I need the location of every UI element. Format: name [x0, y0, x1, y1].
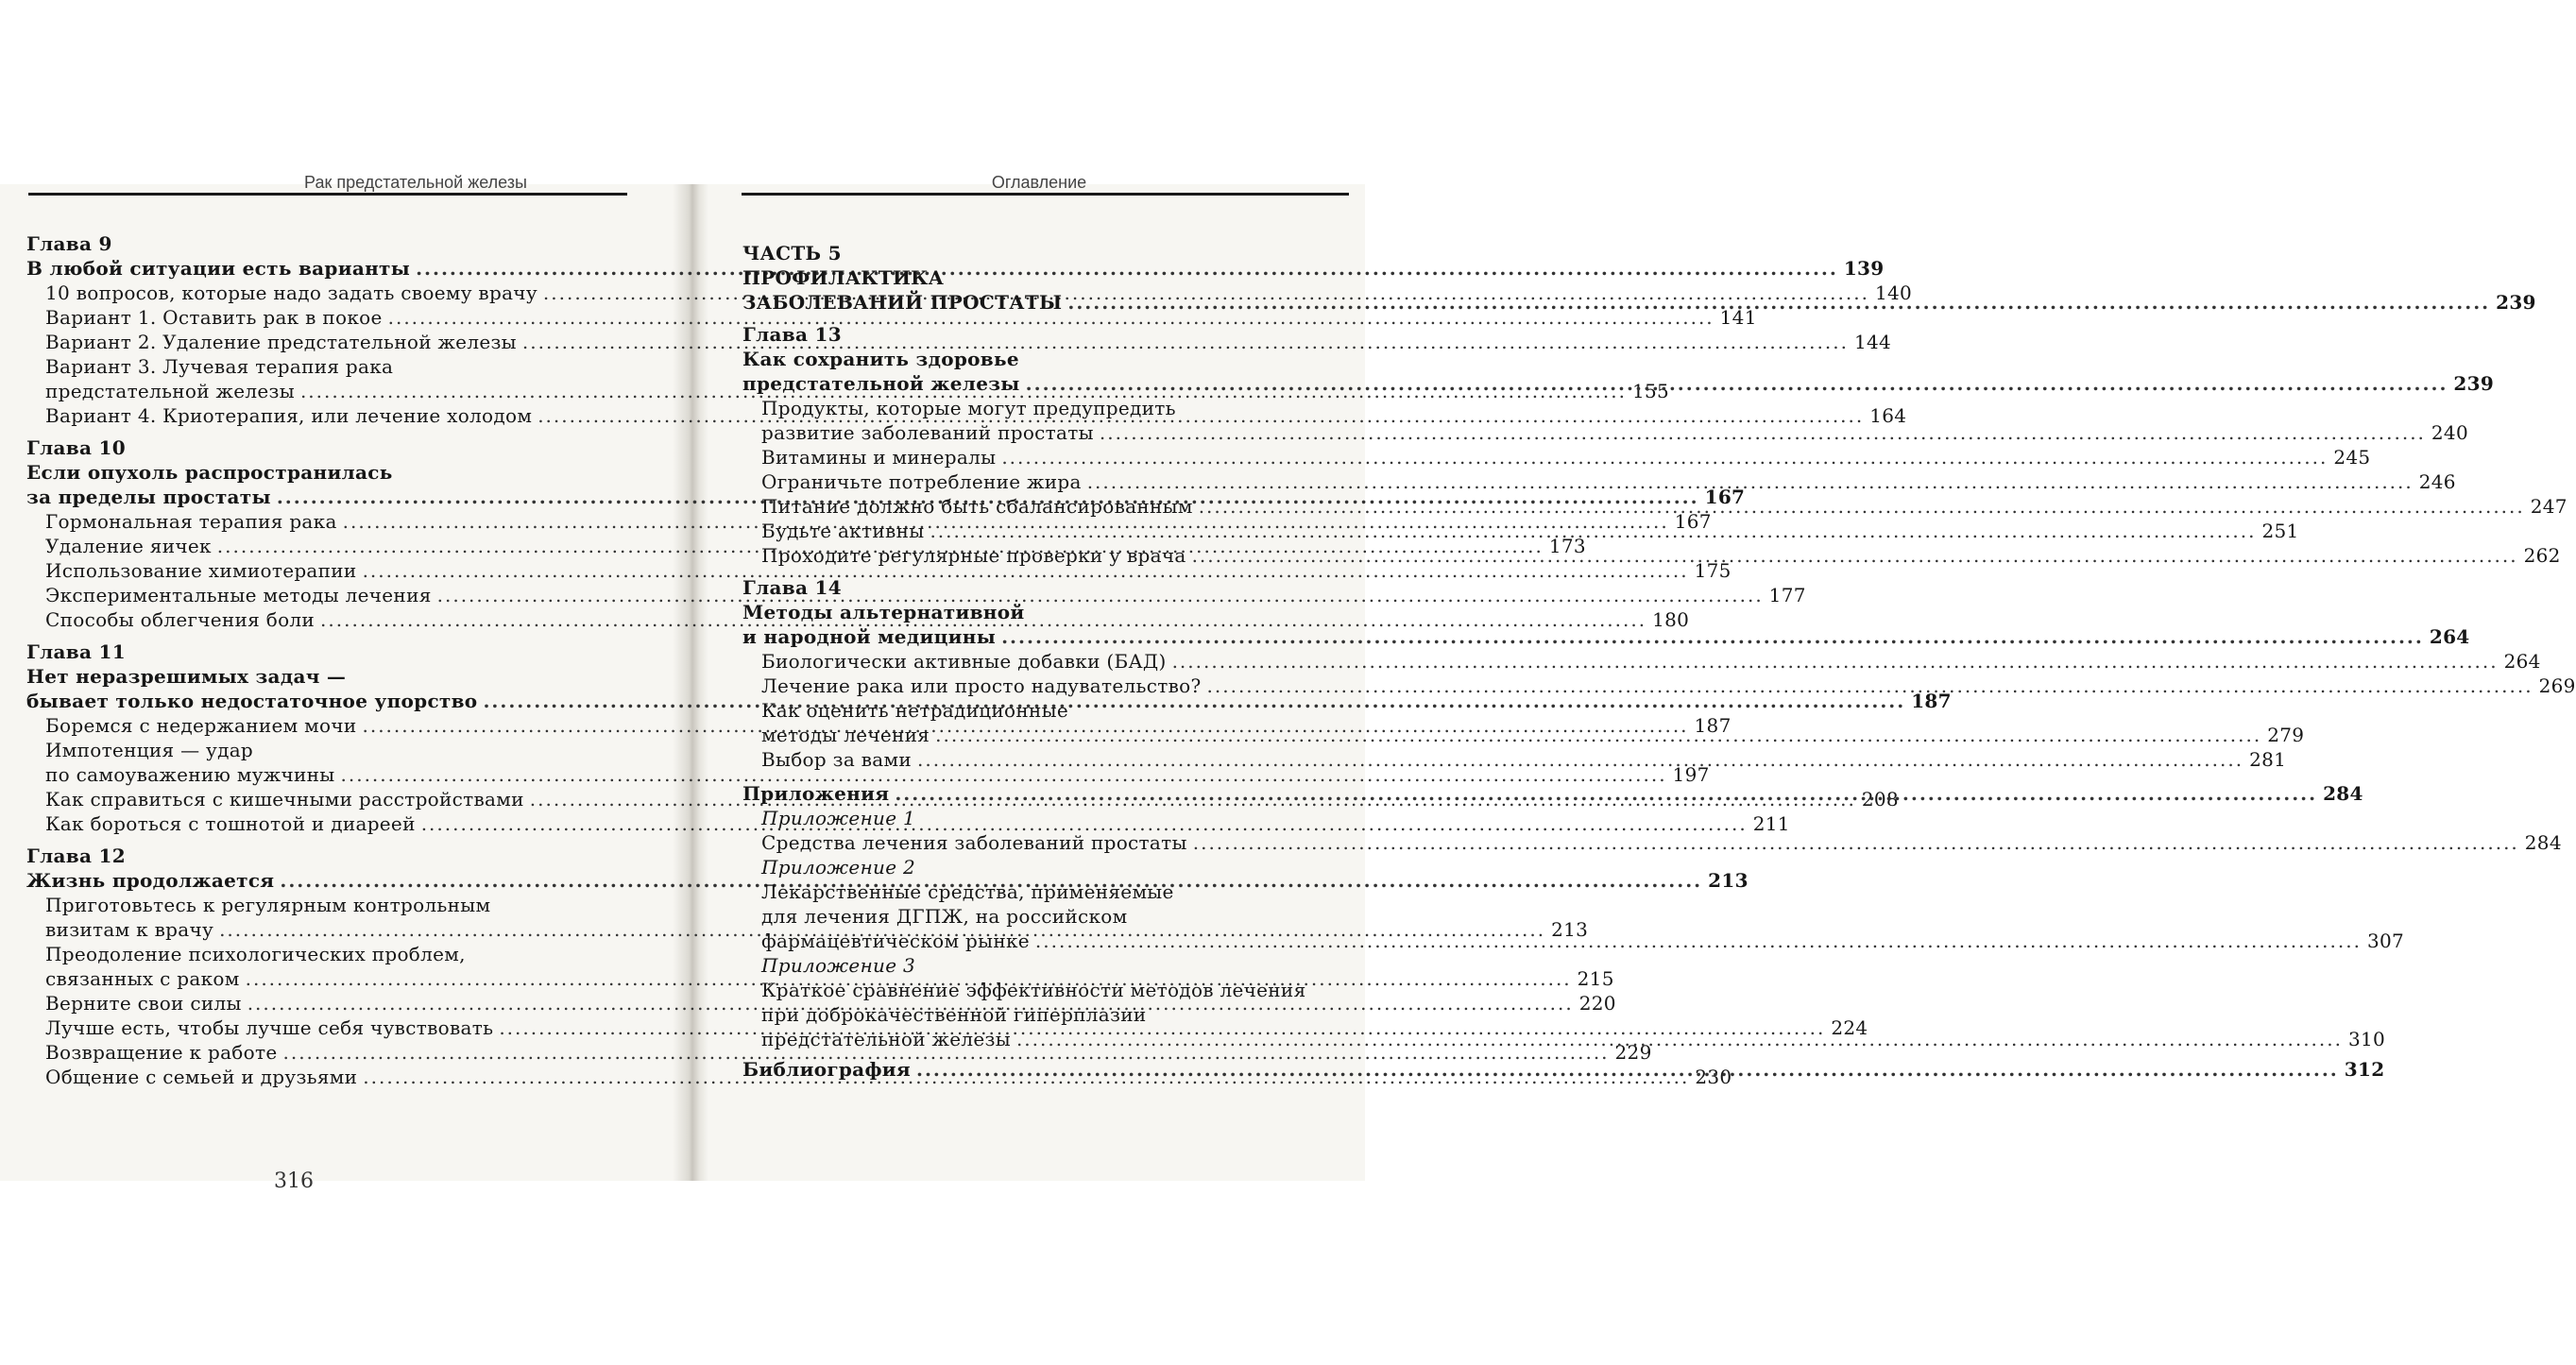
dot-leader — [1067, 290, 2490, 315]
page-number: 284 — [2524, 831, 2562, 854]
page-number: 220 — [1578, 992, 1616, 1015]
part-title-line: ЧАСТЬ 5 — [742, 242, 842, 264]
entry-title: связанных с раком — [45, 967, 240, 990]
chapter-label: Глава 9 — [26, 232, 112, 255]
page-number: 229 — [1614, 1041, 1652, 1064]
page-number: 141 — [1719, 306, 1757, 329]
entry-title: предстательной железы — [45, 380, 295, 402]
page-number: 213 — [1708, 869, 1749, 892]
page-number: 240 — [2431, 421, 2468, 444]
chapter-title-entry — [742, 624, 2470, 649]
page-number: 239 — [2453, 372, 2495, 395]
page-number: 175 — [1694, 559, 1732, 582]
page-number: 230 — [1695, 1066, 1732, 1088]
left-header-rule — [28, 193, 627, 196]
entry-title: бывает только недостаточное упорство — [26, 690, 478, 712]
page-number: 246 — [2418, 470, 2456, 493]
entry-title: Общение с семьей и друзьями — [45, 1066, 358, 1088]
page-number: 164 — [1869, 404, 1907, 427]
entry-title: Биологически активные добавки (БАД) — [761, 650, 1167, 673]
section-entry — [26, 558, 1732, 583]
section-entry — [26, 762, 1710, 787]
chapter-label: Глава 13 — [742, 323, 842, 346]
page-number: 284 — [2323, 782, 2363, 805]
dot-leader — [1026, 371, 2448, 396]
entry-title: Жизнь продолжается — [26, 869, 275, 892]
entry-title: Проходите регулярные проверки у врача — [761, 544, 1186, 567]
chapter-title-line: Нет неразрешимых задач — — [26, 665, 347, 688]
section-entry — [742, 649, 2541, 674]
entry-title: Вариант 4. Криотерапия, или лечение холодом — [45, 404, 533, 427]
chapter-label: Глава 12 — [26, 845, 126, 867]
appendix-label: Приложение 3 — [761, 954, 916, 977]
chapter-title-line: Если опухоль распространилась — [26, 461, 393, 484]
appendix-label: Приложение 1 — [761, 807, 916, 829]
section-entry — [742, 674, 2576, 698]
entry-title: Библиография — [742, 1058, 911, 1081]
entry-title: Вариант 2. Удаление предстательной железы — [45, 331, 517, 353]
entry-title: Удаление яичек — [45, 535, 212, 557]
entry-title: Способы облегчения боли — [45, 608, 316, 631]
appendix-title-line: Краткое сравнение эффективности методов лечения — [761, 979, 1306, 1001]
page-number: 208 — [1861, 788, 1899, 810]
appendix-title-line: при доброкачественной гиперплазии — [761, 1003, 1147, 1026]
entry-title: Выбор за вами — [761, 748, 913, 771]
page-number: 180 — [1652, 608, 1690, 631]
section-title-line: Как оценить нетрадиционные — [761, 699, 1069, 722]
page-number: 177 — [1768, 584, 1806, 606]
entry-title: Экспериментальные методы лечения — [45, 584, 432, 606]
section-entry — [26, 305, 1757, 330]
page-number: 245 — [2333, 446, 2371, 469]
page-number: 187 — [1911, 690, 1952, 712]
section-title-line: Вариант 3. Лучевая терапия рака — [45, 355, 394, 378]
dot-leader — [1172, 649, 2499, 674]
entry-title: Вариант 1. Оставить рак в покое — [45, 306, 383, 329]
page-number: 187 — [1694, 714, 1732, 737]
entry-title: Лечение рака или просто надувательство? — [761, 674, 1202, 697]
entry-title: за пределы простаты — [26, 486, 271, 508]
page-number: 213 — [1551, 918, 1589, 941]
dot-leader — [1016, 1027, 2343, 1051]
page-number: 215 — [1577, 967, 1614, 990]
dot-leader — [1100, 420, 2426, 445]
entry-title: Использование химиотерапии — [45, 559, 357, 582]
entry-title: фармацевтическом рынке — [761, 930, 1030, 952]
page-number: 251 — [2261, 520, 2299, 542]
page-number: 269 — [2538, 674, 2576, 697]
entry-title: Возвращение к работе — [45, 1041, 278, 1064]
entry-title: Средства лечения заболеваний простаты — [761, 831, 1187, 854]
entry-title: В любой ситуации есть варианты — [26, 257, 411, 280]
entry-title: Ограничьте потребление жира — [761, 470, 1082, 493]
part-title-line: ПРОФИЛАКТИКА — [742, 266, 945, 289]
page-number: 144 — [1853, 331, 1892, 353]
entry-title: визитам к врачу — [45, 918, 214, 941]
entry-title: ЗАБОЛЕВАНИЙ ПРОСТАТЫ — [742, 291, 1063, 314]
entry-title: Питание должно быть сбалансированным — [761, 495, 1193, 518]
dot-leader — [916, 1057, 2339, 1082]
page-number: 155 — [1631, 380, 1670, 402]
section-title-line: Преодоление психологических проблем, — [45, 943, 466, 965]
entry-title: Лучше есть, чтобы лучше себя чувствовать — [45, 1016, 494, 1039]
entry-title: Гормональная терапия рака — [45, 510, 337, 533]
page-number: 173 — [1548, 535, 1586, 557]
page-number: 279 — [2267, 724, 2305, 746]
chapter-label: Глава 11 — [26, 640, 126, 663]
page-number: 197 — [1672, 763, 1710, 786]
chapter-title-line: Как сохранить здоровье — [742, 348, 1019, 370]
entry-title: Как бороться с тошнотой и диареей — [45, 812, 416, 835]
page-number: 281 — [2249, 748, 2287, 771]
page-number: 262 — [2523, 544, 2561, 567]
page-number: 264 — [2429, 625, 2470, 648]
section-entry — [26, 1040, 1652, 1065]
entry-title: развитие заболеваний простаты — [761, 421, 1094, 444]
dot-leader — [935, 723, 2261, 747]
dot-leader — [930, 519, 2256, 543]
dot-leader — [1001, 445, 2328, 469]
page-number: 239 — [2496, 291, 2536, 314]
section-entry — [742, 469, 2456, 494]
page-number: 247 — [2530, 495, 2567, 518]
page-number: 167 — [1674, 510, 1712, 533]
entry-title: Боремся с недержанием мочи — [45, 714, 357, 737]
section-entry — [26, 379, 1670, 403]
entry-title: предстательной железы — [742, 372, 1020, 395]
page-number: 139 — [1843, 257, 1885, 280]
entry-title: методы лечения — [761, 724, 930, 746]
dot-leader — [895, 781, 2317, 806]
chapter-label: Глава 10 — [26, 436, 126, 459]
left-running-head: Рак предстательной железы — [304, 173, 527, 192]
dot-leader — [1087, 469, 2414, 494]
section-title-line: Импотенция — удар — [45, 739, 254, 761]
section-title-line: Продукты, которые могут предупредить — [761, 397, 1176, 419]
page-number: 312 — [2344, 1058, 2385, 1081]
dot-leader — [1192, 543, 2518, 568]
right-header-rule — [742, 193, 1349, 196]
entry-title: Приложения — [742, 782, 890, 805]
appendix-title-line: для лечения ДГПЖ, на российском — [761, 905, 1128, 928]
section-entry — [742, 420, 2468, 445]
dot-leader — [1193, 830, 2519, 855]
appendix-title-line: Лекарственные средства, применяемые — [761, 880, 1174, 903]
entry-title: и народной медицины — [742, 625, 997, 648]
dot-leader — [917, 747, 2243, 772]
entry-title: Как справиться с кишечными расстройствами — [45, 788, 524, 810]
chapter-title-line: Методы альтернативной — [742, 601, 1025, 623]
page-number: 211 — [1752, 812, 1790, 835]
dot-leader — [1001, 624, 2424, 649]
entry-title: Будьте активны — [761, 520, 925, 542]
dot-leader — [1035, 929, 2362, 953]
section-entry — [742, 747, 2287, 772]
entry-title: 10 вопросов, которые надо задать своему врачу — [45, 282, 537, 304]
entry-title: по самоуважению мужчины — [45, 763, 335, 786]
entry-title: Верните свои силы — [45, 992, 242, 1015]
section-title-line: Приготовьтесь к регулярным контрольным — [45, 894, 491, 916]
page-number: 264 — [2503, 650, 2541, 673]
dot-leader — [1199, 494, 2525, 519]
entry-title: Витамины и минералы — [761, 446, 997, 469]
appendix-entry — [742, 830, 2562, 855]
right-running-head: Оглавление — [991, 173, 1087, 192]
dot-leader — [1207, 674, 2533, 698]
page-number: 307 — [2366, 930, 2405, 952]
page-number: 224 — [1831, 1016, 1868, 1039]
section-entry — [742, 445, 2371, 469]
page-number: 167 — [1704, 486, 1746, 508]
page-number: 140 — [1874, 282, 1913, 304]
left-page-number: 316 — [274, 1169, 314, 1193]
appendix-label: Приложение 2 — [761, 856, 916, 879]
entry-title: предстательной железы — [761, 1028, 1011, 1050]
chapter-label: Глава 14 — [742, 576, 842, 599]
page-number: 310 — [2347, 1028, 2386, 1050]
